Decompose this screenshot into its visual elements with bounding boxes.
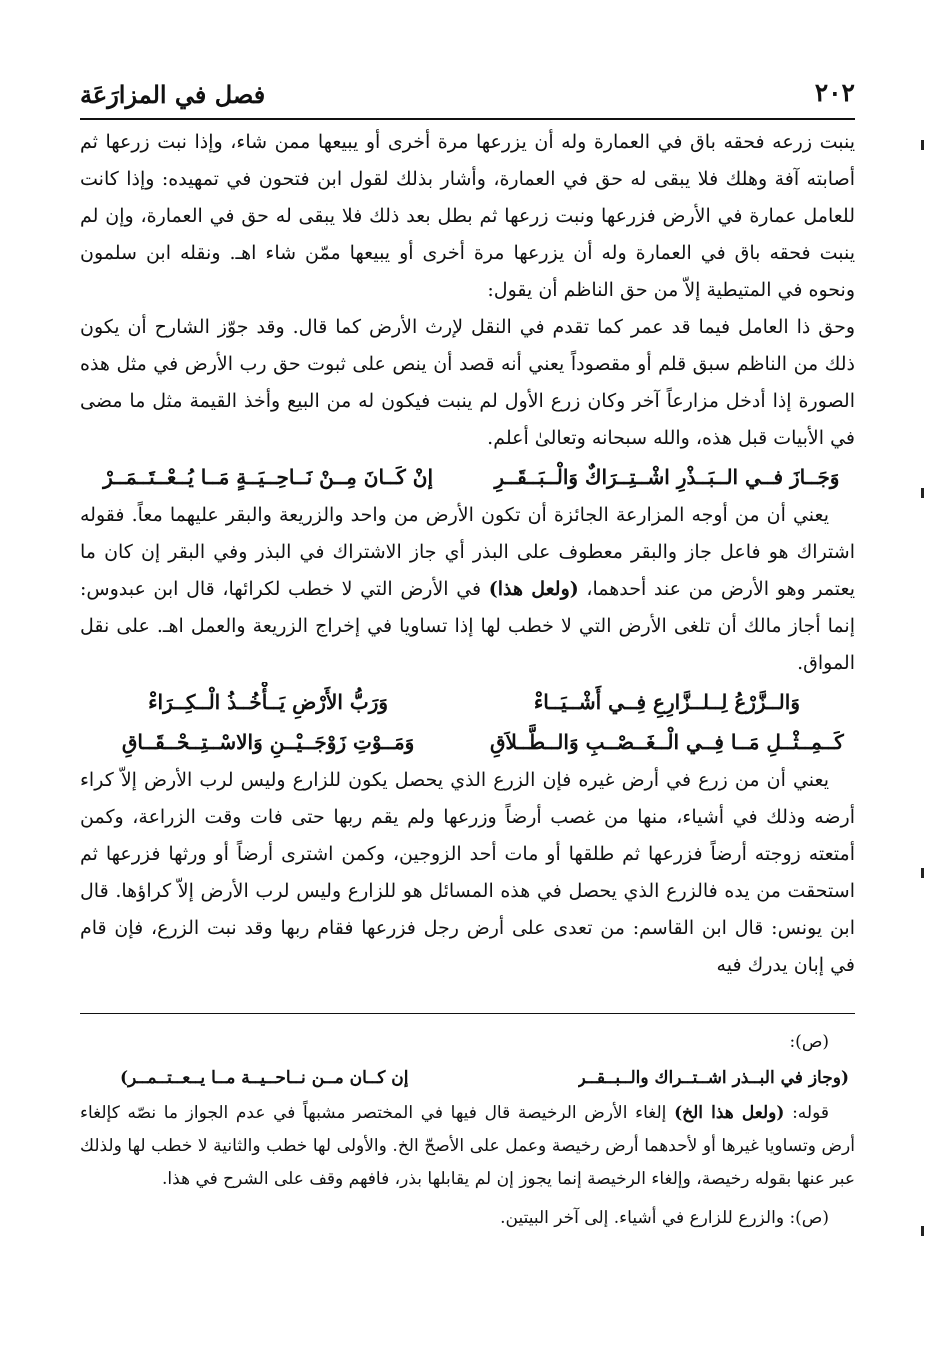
verse-3-first-hemistich: كَــمِــثْــلِ مَــا فِــي الْــغَــصْــبِ وَالــطَّــلاَقِ	[490, 730, 844, 754]
footnote-divider	[80, 1013, 855, 1014]
footnote-verse-second: إن كــان مــن نــاحــيــة مــا يــعــتــمــر)	[120, 1068, 409, 1088]
footnote-verse	[80, 1059, 855, 1097]
edge-mark	[921, 488, 924, 498]
edge-mark	[921, 868, 924, 878]
footnote-text: إلغاء الأرض الرخيصة قال فيها في المختصر مشبهاً في عدم الجواز ما نصّه كإلغاء أرض وتساويا غيرها أو لأحدهما أرض رخيصة وعمل على الأصحّ الخ. والأولى لها خطب والثانية لا خطب لها ولذلك عبر عنها بقوله رخيصة، وإلغاء الرخيصة إنما يجوز إن لم يقابلها بذر، فافهم وقف على الشرح في هذا.	[80, 1103, 855, 1189]
paragraph-3	[80, 497, 855, 682]
paragraph-3-text-a: يعني أن من أوجه المزارعة الجائزة أن تكون الأرض من واحد والزريعة والبقر عليهما معاً. فقوله اشتراك هو فاعل جاز والبقر معطوف على البذر أي جاز الاشتراك في البذر وفي البقر إن كان ما يعتمر وهو الأرض من عند أحدهما،	[80, 504, 855, 600]
paragraph-1: ينبت زرعه فحقه باق في العمارة وله أن يزرعها مرة أخرى أو يبيعها ممن شاء، وإذا نبت زرعها ثم أصابته آفة وهلك فلا يبقى له حق في العمارة، وأشار بذلك لقول ابن فتحون في تمهيده: وإذا كانت للعامل عمارة في الأرض فزرعها ونبت زرعها ثم بطل بعد ذلك فلا يبقى له حق في العمارة، وإن لم ينبت فحقه باق في العمارة وله أن يزرعها مرة أخرى أو يبيعها ممّن شاء اهـ. ونقله ابن سلمون ونحوه في المتيطية إلاّ من حق الناظم أن يقول:	[80, 131, 855, 301]
footnote-bold-quote: (ولعل هذا الخ)	[674, 1103, 785, 1123]
running-title: فصل في المزارَعَة	[80, 80, 266, 109]
page-number: ٢٠٢	[814, 78, 855, 107]
footnote-label: (ص):	[789, 1032, 829, 1052]
verse-2-first-hemistich: وَالــزَّرْعُ لِــلــزَّارِعِ فِــي أَشْــيَــاءْ	[533, 690, 800, 714]
footnote-last-line: (ص): والزرع للزارع في أشياء. إلى آخر البيتين.	[500, 1208, 829, 1228]
footnotes	[80, 1026, 855, 1235]
verse-1-second-hemistich: إنْ كَــانَ مِــنْ نَــاحِــيَــةٍ مَــا يُــعْــتَــمَــرْ	[103, 465, 434, 489]
verse-1	[80, 457, 855, 497]
paragraph-3-bold-quote: (ولعل هذا)	[488, 578, 579, 600]
paragraph-4: يعني أن من زرع في أرض غيره فإن الزرع الذي يحصل يكون للزارع وليس لرب الأرض إلاّ كراء أرضه وذلك في أشياء، منها من غصب أرضاً وزرعها ولم يقم ربها حتى فات وقت الزراعة، وكمن أمتعته زوجته أرضاً فزرعها ثم طلقها أو مات أحد الزوجين، وكمن اشترى أرضاً أو ورثها فزرعها ثم استحقت من يده فالزرع الذي يحصل في هذه المسائل هو للزارع وليس لرب الأرض إلاّ كراؤها. قال ابن يونس: قال ابن القاسم: من تعدى على أرض رجل فزرعها فقام ربها وقد نبت الزرع، فإن قام في إبان يدرك فيه	[80, 769, 855, 976]
verse-3-second-hemistich: وَمَــوْتِ زَوْجَــيْــنِ وَالاسْــتِــحْــقَــاقِ	[121, 730, 415, 754]
footnote-verse-first: (وجاز في البــذر اشــتــراك والــبــقــر	[577, 1068, 849, 1088]
main-text	[80, 124, 855, 984]
verse-1-first-hemistich: وَجَــازَ فــي الــبَــذْرِ اشْــتِــرَاكٌ وَالْــبَــقَــرِ	[494, 465, 840, 489]
paragraph-2: وحق ذا العامل فيما قد عمر كما تقدم في النقل لإرث الأرض كما قال. وقد جوّز الشارح أن يكون ذلك من الناظم سبق قلم أو مقصوداً يعني أنه قصد أن ينص على ثبوت حق رب الأرض في مثل هذه الصورة إذا أدخل مزارعاً آخر وكان زرع الأول لم ينبت فيكون له من البيع وأخذ القيمة مثل ما مضى في الأبيات قبل هذه، والله سبحانه وتعالىٰ أعلم.	[80, 316, 855, 449]
verse-2-second-hemistich: وَرَبُّ الأَرْضِ يَــأْخُــذُ الْــكِــرَاءْ	[148, 690, 389, 714]
paragraph-3-text-b: في الأرض التي لا خطب لكرائها، قال ابن عبدوس: إنما أجاز مالك أن تلغى الأرض التي لا خطب لها إذا تساويا في إخراج الزريعة والعمل اهـ. على نقل المواق.	[80, 578, 855, 674]
verse-2	[80, 682, 855, 722]
footnote-prefix: قوله:	[792, 1103, 830, 1123]
page-header	[80, 76, 855, 120]
verse-3	[80, 722, 855, 762]
edge-mark	[921, 140, 924, 150]
footnote-commentary	[80, 1097, 855, 1196]
edge-mark	[921, 1226, 924, 1236]
